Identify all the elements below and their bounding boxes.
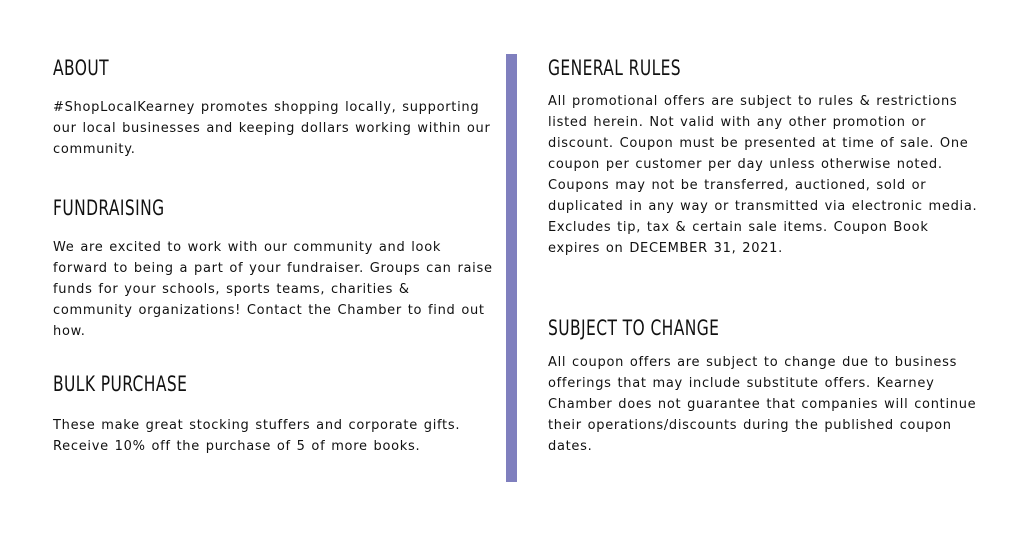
fundraising-heading: FUNDRAISING	[53, 196, 165, 220]
bulk-purchase-heading: BULK PURCHASE	[53, 372, 188, 396]
subject-to-change-heading: SUBJECT TO CHANGE	[548, 316, 720, 340]
column-divider	[506, 54, 517, 482]
fundraising-text: We are excited to work with our community and look forward to being a part of your fundraiser. Groups can raise funds for your schools, sports teams, charities & community organizations! Contact the Chamber to find out how.	[53, 240, 493, 339]
bulk-purchase-text: These make great stocking stuffers and corporate gifts. Receive 10% off the purchase of 5 of more books.	[53, 418, 461, 454]
subject-to-change-text: All coupon offers are subject to change due to business offerings that may include substitute offers. Kearney Chamber does not guarantee that companies will continue their operations/discounts during the published coupon dates.	[548, 355, 977, 454]
general-rules-heading: GENERAL RULES	[548, 56, 682, 80]
about-heading: ABOUT	[53, 56, 109, 80]
about-text: #ShopLocalKearney promotes shopping locally, supporting our local businesses and keeping dollars working within our community.	[53, 100, 491, 157]
general-rules-text: All promotional offers are subject to rules & restrictions listed herein. Not valid with any other promotion or discount. Coupon must be presented at time of sale. One coupon per customer per day unless otherwise noted. Coupons may not be transferred, auctioned, sold or duplicated in any way or transmitted via electronic media. Excludes tip, tax & certain sale items. Coupon Book expires on DECEMBER 31, 2021.	[548, 94, 978, 256]
